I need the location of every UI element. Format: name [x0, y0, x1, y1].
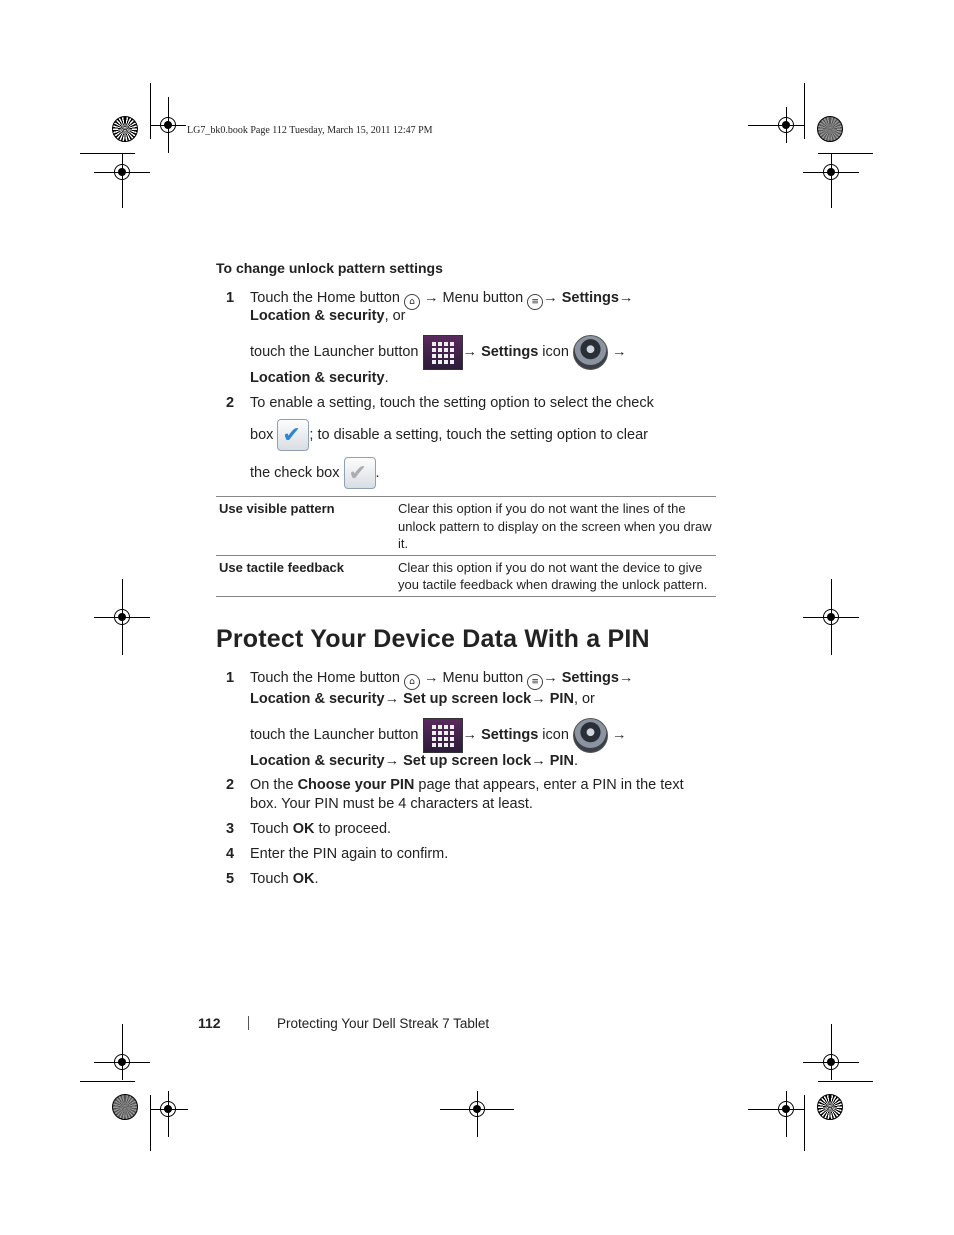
page-number: 112: [198, 1015, 221, 1031]
launcher-grid-dot: [438, 342, 442, 346]
step-line: Enter the PIN again to confirm.: [250, 846, 449, 862]
launcher-grid-dot: [444, 743, 448, 747]
launcher-grid-dot: [432, 725, 436, 729]
launcher-grid-dot: [438, 737, 442, 741]
launcher-grid-dot: [450, 360, 454, 364]
location-security-label: Location & security: [250, 308, 385, 324]
step-line: [250, 369, 389, 388]
checkbox-unchecked-icon: ✔: [344, 457, 376, 489]
step-text: →: [462, 344, 482, 360]
step-line: [250, 418, 648, 452]
menu-icon: ≡: [527, 294, 543, 310]
step-number: 2: [226, 777, 235, 793]
launcher-grid-dot: [438, 354, 442, 358]
launcher-grid-dot: [432, 342, 436, 346]
home-icon: ⌂: [404, 294, 420, 310]
step-text: On the: [250, 777, 298, 793]
section-title: To change unlock pattern settings: [216, 260, 443, 276]
launcher-grid-dot: [444, 348, 448, 352]
launcher-grid-dot: [438, 360, 442, 364]
launcher-grid-dot: [432, 737, 436, 741]
step-text: to proceed.: [314, 821, 392, 837]
settings-label: Settings: [561, 670, 619, 686]
step-text: →: [618, 670, 634, 686]
step-line: box. Your PIN must be 4 characters at least.: [250, 796, 533, 812]
step-text: →: [531, 691, 550, 707]
step-text: → Menu button: [424, 290, 524, 306]
launcher-icon: [423, 335, 463, 370]
menu-icon: ≡: [527, 674, 543, 690]
trim-line: [80, 1081, 135, 1082]
table-row: [216, 555, 716, 596]
footer-divider: [248, 1016, 249, 1030]
settings-icon: [573, 335, 608, 370]
trim-line: [804, 1095, 805, 1151]
step-text: →: [618, 290, 634, 306]
options-table: [216, 496, 716, 597]
checkbox-checked-icon: ✔: [277, 419, 309, 451]
launcher-grid-dot: [438, 725, 442, 729]
step-text: →: [384, 753, 404, 769]
step-text: →: [462, 727, 482, 743]
screen-lock-label: Set up screen lock: [403, 691, 532, 707]
step-text: → Menu button: [424, 670, 524, 686]
step-line: [250, 820, 391, 839]
settings-label: Settings: [481, 344, 539, 360]
step-text: icon: [538, 727, 569, 743]
registration-star-icon: [112, 1094, 138, 1120]
step-text: →: [611, 344, 627, 360]
step-text: →: [611, 727, 627, 743]
launcher-grid-dot: [450, 731, 454, 735]
trim-line: [150, 1095, 151, 1151]
step-text: ; to disable a setting, touch the setting option to clear: [309, 427, 648, 443]
launcher-grid-dot: [444, 354, 448, 358]
step-text: , or: [573, 691, 595, 707]
launcher-grid-dot: [450, 725, 454, 729]
step-text: →: [543, 670, 562, 686]
launcher-grid-dot: [438, 348, 442, 352]
launcher-grid-dot: [450, 348, 454, 352]
table-description: Clear this option if you do not want the device to give you tactile feedback when drawing the unlock pattern.: [395, 555, 716, 596]
step-line: [250, 669, 633, 690]
step-text: →: [543, 290, 562, 306]
step-text: .: [384, 370, 389, 386]
location-security-label: Location & security: [250, 753, 385, 769]
launcher-grid-dot: [450, 737, 454, 741]
choose-pin-label: Choose your PIN: [297, 777, 415, 793]
launcher-grid-dot: [432, 731, 436, 735]
step-text: the check box: [250, 465, 340, 481]
step-line: [250, 870, 319, 889]
registration-star-icon: [817, 1094, 843, 1120]
screen-lock-label: Set up screen lock: [403, 753, 532, 769]
registration-star-icon: [112, 116, 138, 142]
table-row: [216, 497, 716, 556]
step-line: [250, 690, 595, 709]
step-text: →: [531, 753, 550, 769]
launcher-grid-dot: [432, 743, 436, 747]
trim-line: [818, 153, 873, 154]
step-line: [250, 334, 626, 370]
step-line: To enable a setting, touch the setting option to select the check: [250, 395, 654, 411]
step-number: 2: [226, 395, 235, 411]
footer-title: Protecting Your Dell Streak 7 Tablet: [277, 1016, 490, 1031]
launcher-grid-dot: [444, 737, 448, 741]
step-line: [250, 307, 406, 326]
step-number: 1: [226, 290, 235, 306]
step-number: 5: [226, 871, 235, 887]
launcher-grid-dot: [444, 725, 448, 729]
launcher-grid-dot: [450, 354, 454, 358]
step-text: Touch: [250, 821, 293, 837]
launcher-icon: [423, 718, 463, 753]
book-header: LG7_bk0.book Page 112 Tuesday, March 15, 2011 12:47 PM: [187, 125, 433, 136]
page-heading: Protect Your Device Data With a PIN: [216, 625, 650, 653]
ok-label: OK: [292, 871, 315, 887]
settings-label: Settings: [561, 290, 619, 306]
table-term: Use visible pattern: [216, 497, 395, 556]
step-text: Touch: [250, 871, 293, 887]
step-text: , or: [384, 308, 406, 324]
step-line: [250, 456, 380, 490]
launcher-grid-dot: [438, 743, 442, 747]
launcher-grid-dot: [432, 360, 436, 364]
pin-label: PIN: [549, 691, 574, 707]
registration-star-icon: [817, 116, 843, 142]
location-security-label: Location & security: [250, 691, 385, 707]
step-text: touch the Launcher button: [250, 344, 419, 360]
table-term: Use tactile feedback: [216, 555, 395, 596]
trim-line: [804, 83, 805, 139]
step-number: 3: [226, 821, 235, 837]
launcher-grid-dot: [438, 731, 442, 735]
home-icon: ⌂: [404, 674, 420, 690]
launcher-grid-dot: [444, 360, 448, 364]
step-text: Touch the Home button: [250, 290, 400, 306]
trim-line: [818, 1081, 873, 1082]
step-number: 1: [226, 670, 235, 686]
launcher-grid-dot: [444, 731, 448, 735]
pin-label: PIN: [549, 753, 574, 769]
launcher-grid-dot: [450, 743, 454, 747]
table-description: Clear this option if you do not want the lines of the unlock pattern to display on the screen when you draw it.: [395, 497, 716, 556]
step-text: Touch the Home button: [250, 670, 400, 686]
settings-label: Settings: [481, 727, 539, 743]
step-text: .: [314, 871, 319, 887]
step-text: box: [250, 427, 274, 443]
trim-line: [80, 153, 135, 154]
location-security-label: Location & security: [250, 370, 385, 386]
step-text: .: [573, 753, 578, 769]
ok-label: OK: [292, 821, 315, 837]
step-text: .: [375, 465, 380, 481]
step-text: →: [384, 691, 404, 707]
step-text: icon: [538, 344, 569, 360]
launcher-grid-dot: [432, 354, 436, 358]
step-line: [250, 717, 626, 753]
step-line: [250, 752, 578, 771]
step-number: 4: [226, 846, 235, 862]
launcher-grid-dot: [444, 342, 448, 346]
step-text: touch the Launcher button: [250, 727, 419, 743]
step-line: [250, 776, 684, 795]
launcher-grid-dot: [450, 342, 454, 346]
step-text: page that appears, enter a PIN in the text: [414, 777, 684, 793]
launcher-grid-dot: [432, 348, 436, 352]
trim-line: [150, 83, 151, 139]
settings-icon: [573, 718, 608, 753]
